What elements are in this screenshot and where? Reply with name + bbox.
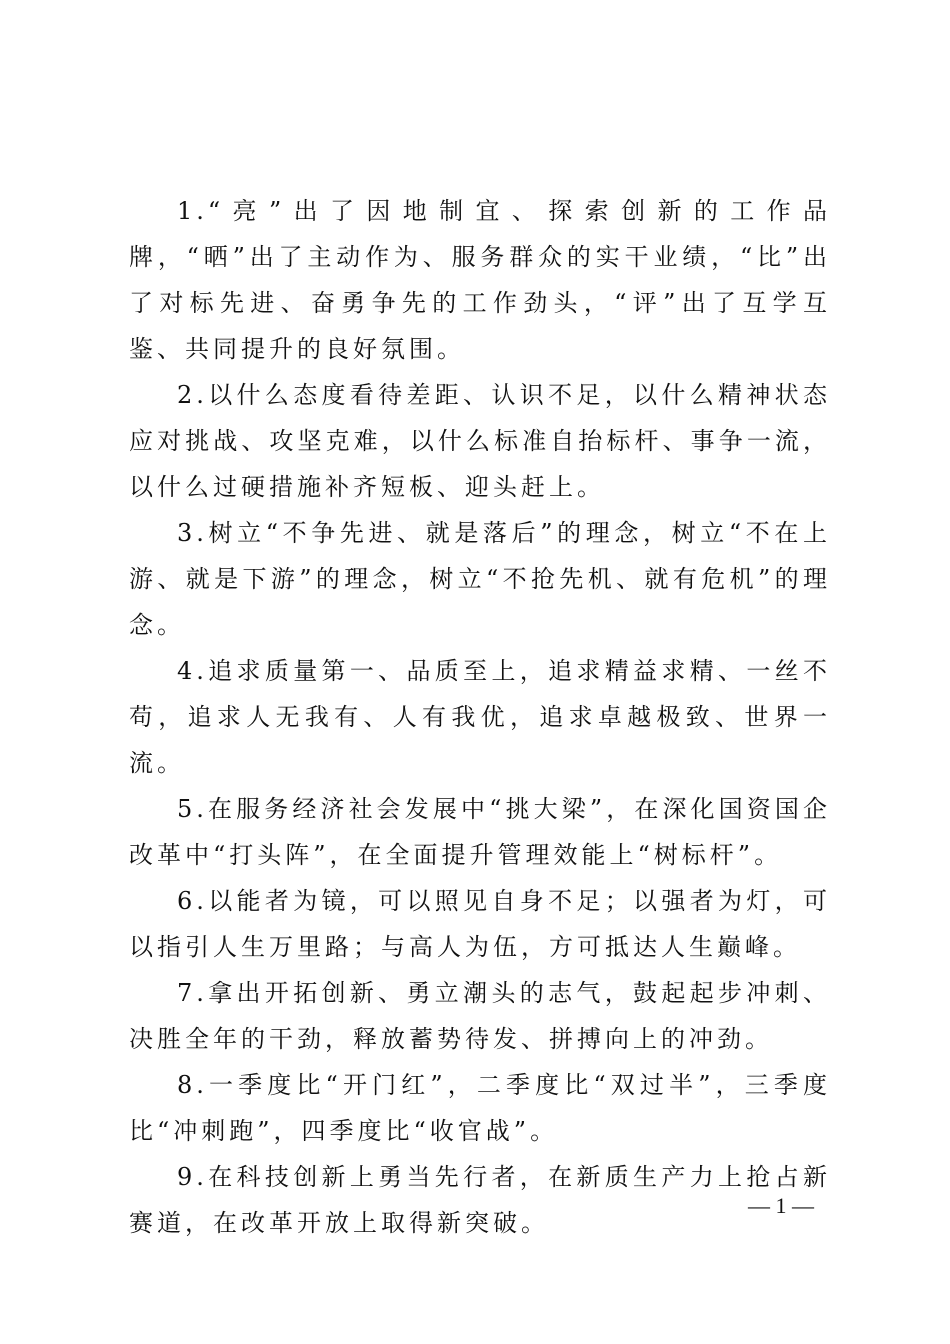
paragraph-8: 8.一季度比“开门红”，二季度比“双过半”，三季度比“冲刺跑”，四季度比“收官战”。	[129, 1071, 831, 1145]
paragraph-6: 6.以能者为镜，可以照见自身不足；以强者为灯，可以指引人生万里路；与高人为伍，方可抵达人生巅峰。	[129, 887, 831, 961]
paragraph-5: 5.在服务经济社会发展中“挑大梁”，在深化国资国企改革中“打头阵”，在全面提升管理效能上“树标杆”。	[129, 795, 831, 869]
paragraph-1: 1.“亮”出了因地制宜、探索创新的工作品牌，“晒”出了主动作为、服务群众的实干业绩，“比”出了对标先进、奋勇争先的工作劲头，“评”出了互学互鉴、共同提升的良好氛围。	[129, 197, 831, 363]
document-body	[129, 188, 831, 1246]
page-number: — 1 —	[748, 1193, 814, 1218]
paragraph-9: 9.在科技创新上勇当先行者，在新质生产力上抢占新赛道，在改革开放上取得新突破。	[129, 1163, 831, 1237]
paragraph-2: 2.以什么态度看待差距、认识不足，以什么精神状态应对挑战、攻坚克难，以什么标准自抬标杆、事争一流，以什么过硬措施补齐短板、迎头赶上。	[129, 381, 831, 501]
paragraph-3: 3.树立“不争先进、就是落后”的理念，树立“不在上游、就是下游”的理念，树立“不抢先机、就有危机”的理念。	[129, 519, 831, 639]
paragraph-7: 7.拿出开拓创新、勇立潮头的志气，鼓起起步冲刺、决胜全年的干劲，释放蓄势待发、拼搏向上的冲劲。	[129, 979, 831, 1053]
paragraph-4: 4.追求质量第一、品质至上，追求精益求精、一丝不苟，追求人无我有、人有我优，追求卓越极致、世界一流。	[129, 657, 831, 777]
